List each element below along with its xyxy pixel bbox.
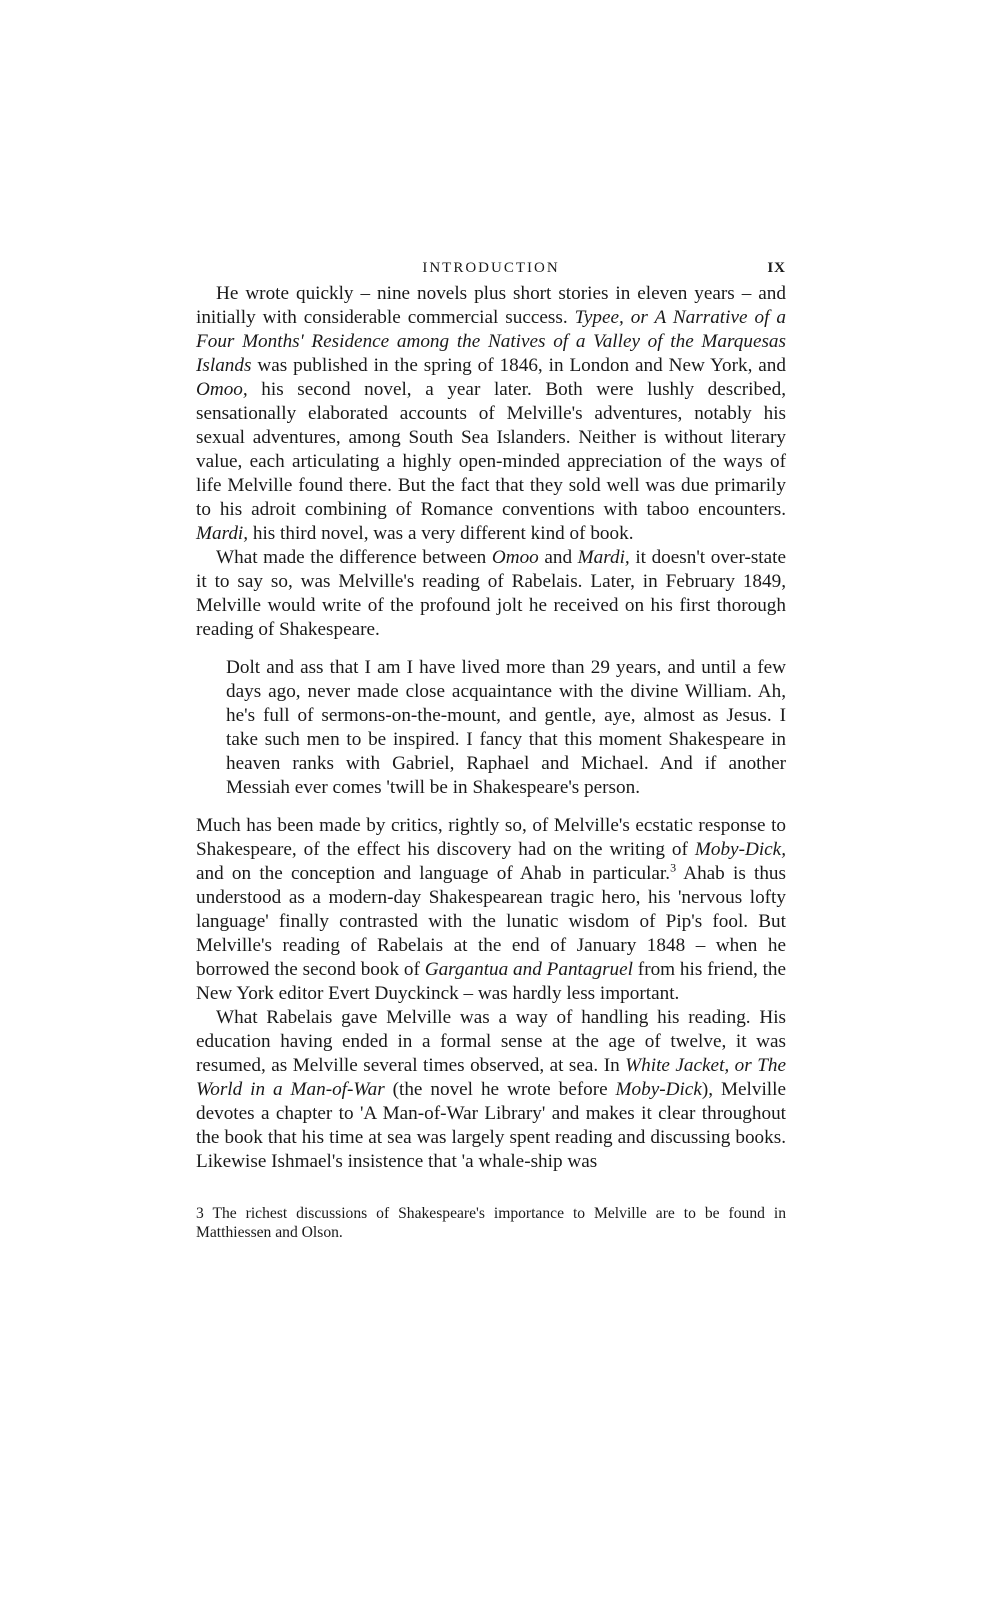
- book-page: [196, 254, 786, 1242]
- title-omoo: Omoo,: [196, 379, 248, 400]
- paragraph-3-text-2: and on the conception and language of Ahab in particular.: [196, 863, 671, 884]
- paragraph-2: [196, 546, 786, 642]
- paragraph-4-text-1: What Rabelais gave Melville was a way of handling his reading. His education having ended in a formal sense at the age of twelve, it was resumed, as Melville several times observed, at sea. In: [196, 1007, 786, 1076]
- title-mardi: Mardi,: [196, 523, 249, 544]
- paragraph-1-text-3: his second novel, a year later. Both were lushly described, sensationally elaborated accounts of Melville's adventures, notably his sexual adventures, among South Sea Islanders. Neither is without literary value, each articulating a highly open-minded appreciation of the ways of life Melville found there. But the fact that they sold well was due primarily to his adroit combining of Romance conventions with taboo encounters.: [196, 379, 786, 520]
- paragraph-1-text-4: his third novel, was a very different kind of book.: [248, 523, 634, 544]
- title-mardi-2: Mardi,: [577, 547, 630, 568]
- paragraph-2-text-2: and: [538, 547, 578, 568]
- page-number: IX: [767, 260, 786, 276]
- paragraph-4-text-2: (the novel he wrote before: [384, 1079, 616, 1100]
- title-moby-dick-2: Moby-Dick: [615, 1079, 702, 1100]
- paragraph-3-text-3: Ahab is thus understood as a modern-day Shakespearean tragic hero, his 'nervous lofty language' finally contrasted with the lunatic wisdom of Pip's fool. But Melville's reading of Rabelais at the end of January 1848 – when he borrowed the second book of: [196, 863, 786, 980]
- running-head-title: INTRODUCTION: [422, 260, 560, 276]
- block-quote-text: Dolt and ass that I am I have lived more than 29 years, and until a few days ago, never made close acquaintance with the divine William. Ah, he's full of sermons-on-the-mount, and gentle, aye, almost as Jesus. I take such men to be inspired. I fancy that this moment Shakespeare in heaven ranks with Gabriel, Raphael and Michael. And if another Messiah ever comes 'twill be in Shakespeare's person.: [226, 657, 786, 798]
- running-head: [196, 254, 786, 282]
- paragraph-4-text-3: ), Melville devotes a chapter to 'A Man-of-War Library' and makes it clear throughout the book that his time at sea was largely spent reading and discussing books. Likewise Ishmael's insistence that 'a whale-ship was: [196, 1079, 786, 1172]
- title-omoo-2: Omoo: [491, 547, 539, 568]
- footnote-text: 3 The richest discussions of Shakespeare's importance to Melville are to be found in Matthiessen and Olson.: [196, 1205, 786, 1241]
- title-moby-dick: Moby-Dick,: [694, 839, 786, 860]
- paragraph-2-text-3: it doesn't over-state it to say so, was Melville's reading of Rabelais. Later, in February 1849, Melville would write of the profound jolt he received on his first thorough reading of Shakespeare.: [196, 547, 786, 640]
- title-gargantua: Gargantua and Pantagruel: [424, 959, 633, 980]
- paragraph-1-text-1: He wrote quickly – nine novels plus short stories in eleven years – and initially with considerable commercial success.: [196, 283, 786, 328]
- paragraph-2-text-1: What made the difference between: [216, 547, 492, 568]
- footnote-reference[interactable]: 3: [670, 860, 677, 875]
- paragraph-1: [196, 282, 786, 546]
- paragraph-3-text-1: Much has been made by critics, rightly so, of Melville's ecstatic response to Shakespeare, of the effect his discovery had on the writing of: [196, 815, 786, 860]
- paragraph-3-text-4: from his friend, the New York editor Evert Duyckinck – was hardly less important.: [196, 959, 787, 1004]
- title-white-jacket: White Jacket, or The World in a Man-of-War: [196, 1055, 786, 1100]
- block-quote: [226, 656, 786, 800]
- paragraph-3: [196, 814, 786, 1006]
- paragraph-4: [196, 1006, 786, 1174]
- paragraph-1-text-2: was published in the spring of 1846, in London and New York, and: [251, 355, 786, 376]
- title-typee: Typee, or A Narrative of a Four Months' Residence among the Natives of a Valley of the Marquesas Islands: [196, 307, 786, 376]
- body-text: [196, 282, 786, 1174]
- footnote: [196, 1204, 786, 1242]
